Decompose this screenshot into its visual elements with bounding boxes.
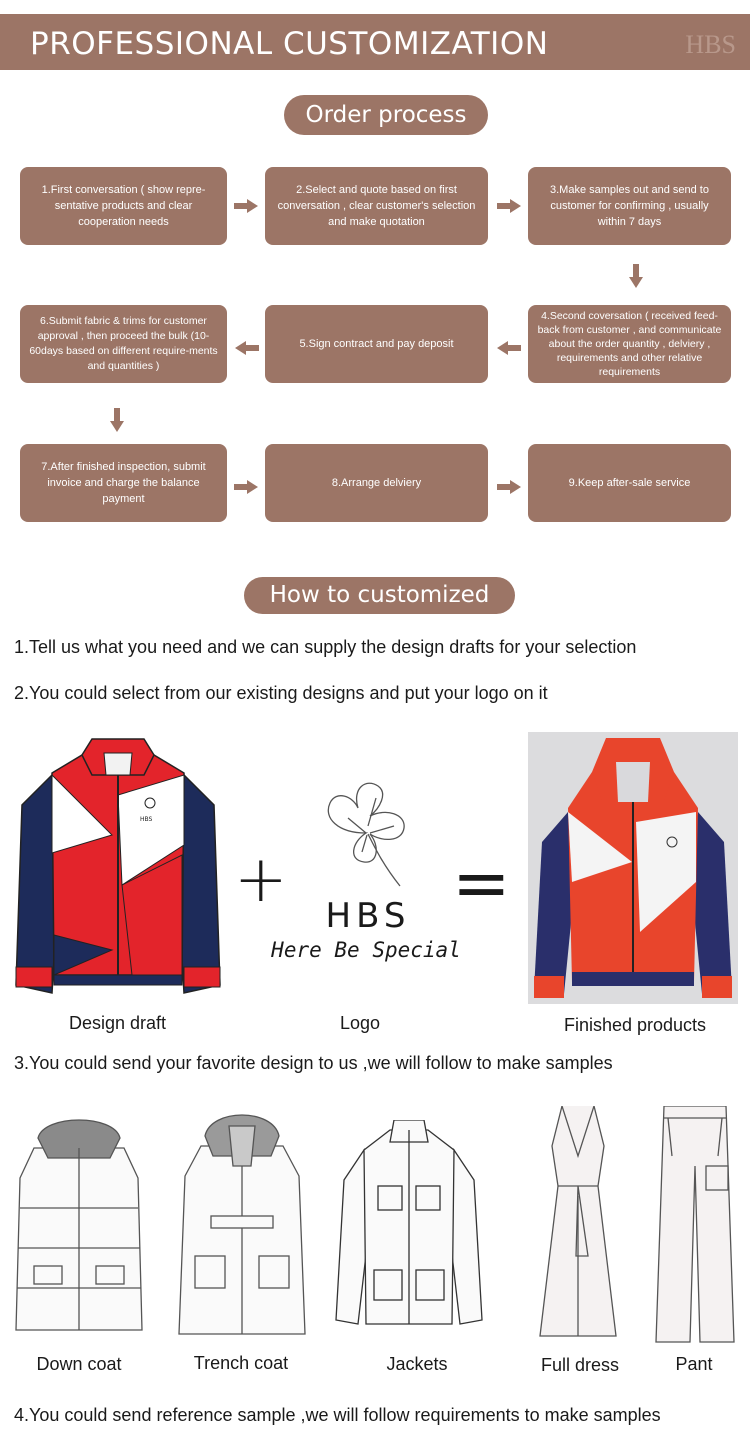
pant-sketch-image — [650, 1106, 740, 1344]
instruction-line-1: 1.Tell us what you need and we can supply the design drafts for your selection — [14, 637, 637, 657]
design-draft-jacket-image — [12, 735, 224, 1000]
garment-label: Full dress — [540, 1355, 620, 1375]
instruction-line-3: 3.You could send your favorite design to us ,we will follow to make samples — [14, 1053, 613, 1073]
caption-logo: Logo — [339, 1013, 381, 1033]
clover-logo-icon — [318, 778, 418, 893]
process-step-7: 7.After finished inspection, submit invoice and charge the balance payment — [20, 444, 227, 522]
process-step-4: 4.Second coversation ( received feed-back from customer , and communicate about the order quantity , delviery , requirements and other relative requirements — [528, 305, 731, 383]
trench-coat-sketch-image — [177, 1106, 307, 1344]
full-dress-sketch-image — [532, 1106, 624, 1342]
section-title-how-to-customized: How to customized — [244, 577, 515, 614]
process-step-6: 6.Submit fabric & trims for customer approval , then proceed the bulk (10-60days based on different require-ments and quantities ) — [20, 305, 227, 383]
page-title: PROFESSIONAL CUSTOMIZATION — [30, 26, 549, 62]
finished-product-photo — [528, 732, 738, 1004]
arrow-left-icon — [235, 341, 259, 355]
equals-sign: = — [452, 842, 511, 924]
garment-label: Down coat — [36, 1354, 122, 1374]
process-step-3: 3.Make samples out and send to customer for confirming , usually within 7 days — [528, 167, 731, 245]
plus-sign: + — [234, 843, 288, 917]
process-step-1: 1.First conversation ( show repre-sentative products and clear cooperation needs — [20, 167, 227, 245]
arrow-right-icon — [234, 480, 258, 494]
svg-text:HBS: HBS — [140, 816, 153, 823]
garment-label: Pant — [675, 1354, 713, 1374]
section-title-order-process: Order process — [284, 95, 488, 135]
finished-jacket-image — [528, 732, 738, 1004]
instruction-line-2: 2.You could select from our existing designs and put your logo on it — [14, 683, 548, 703]
instruction-line-4: 4.You could send reference sample ,we will follow requirements to make samples — [14, 1405, 661, 1425]
arrow-down-icon — [629, 264, 643, 288]
arrow-right-icon — [234, 199, 258, 213]
process-step-8: 8.Arrange delviery — [265, 444, 488, 522]
garment-label: Jackets — [386, 1354, 448, 1374]
garment-label: Trench coat — [193, 1353, 289, 1373]
arrow-right-icon — [497, 199, 521, 213]
down-coat-sketch-image — [14, 1108, 144, 1340]
header-banner — [0, 14, 750, 70]
arrow-down-icon — [110, 408, 124, 432]
process-step-9: 9.Keep after-sale service — [528, 444, 731, 522]
logo-brand-text: HBS — [325, 896, 411, 936]
logo-slogan-text: Here Be Special — [271, 938, 461, 962]
arrow-right-icon — [497, 480, 521, 494]
process-step-5: 5.Sign contract and pay deposit — [265, 305, 488, 383]
arrow-left-icon — [497, 341, 521, 355]
jacket-sketch-image — [334, 1120, 484, 1334]
caption-design-draft: Design draft — [68, 1013, 167, 1033]
watermark: HBS — [685, 30, 736, 59]
process-step-2: 2.Select and quote based on first conversation , clear customer's selection and make quotation — [265, 167, 488, 245]
caption-finished-products: Finished products — [563, 1015, 707, 1035]
